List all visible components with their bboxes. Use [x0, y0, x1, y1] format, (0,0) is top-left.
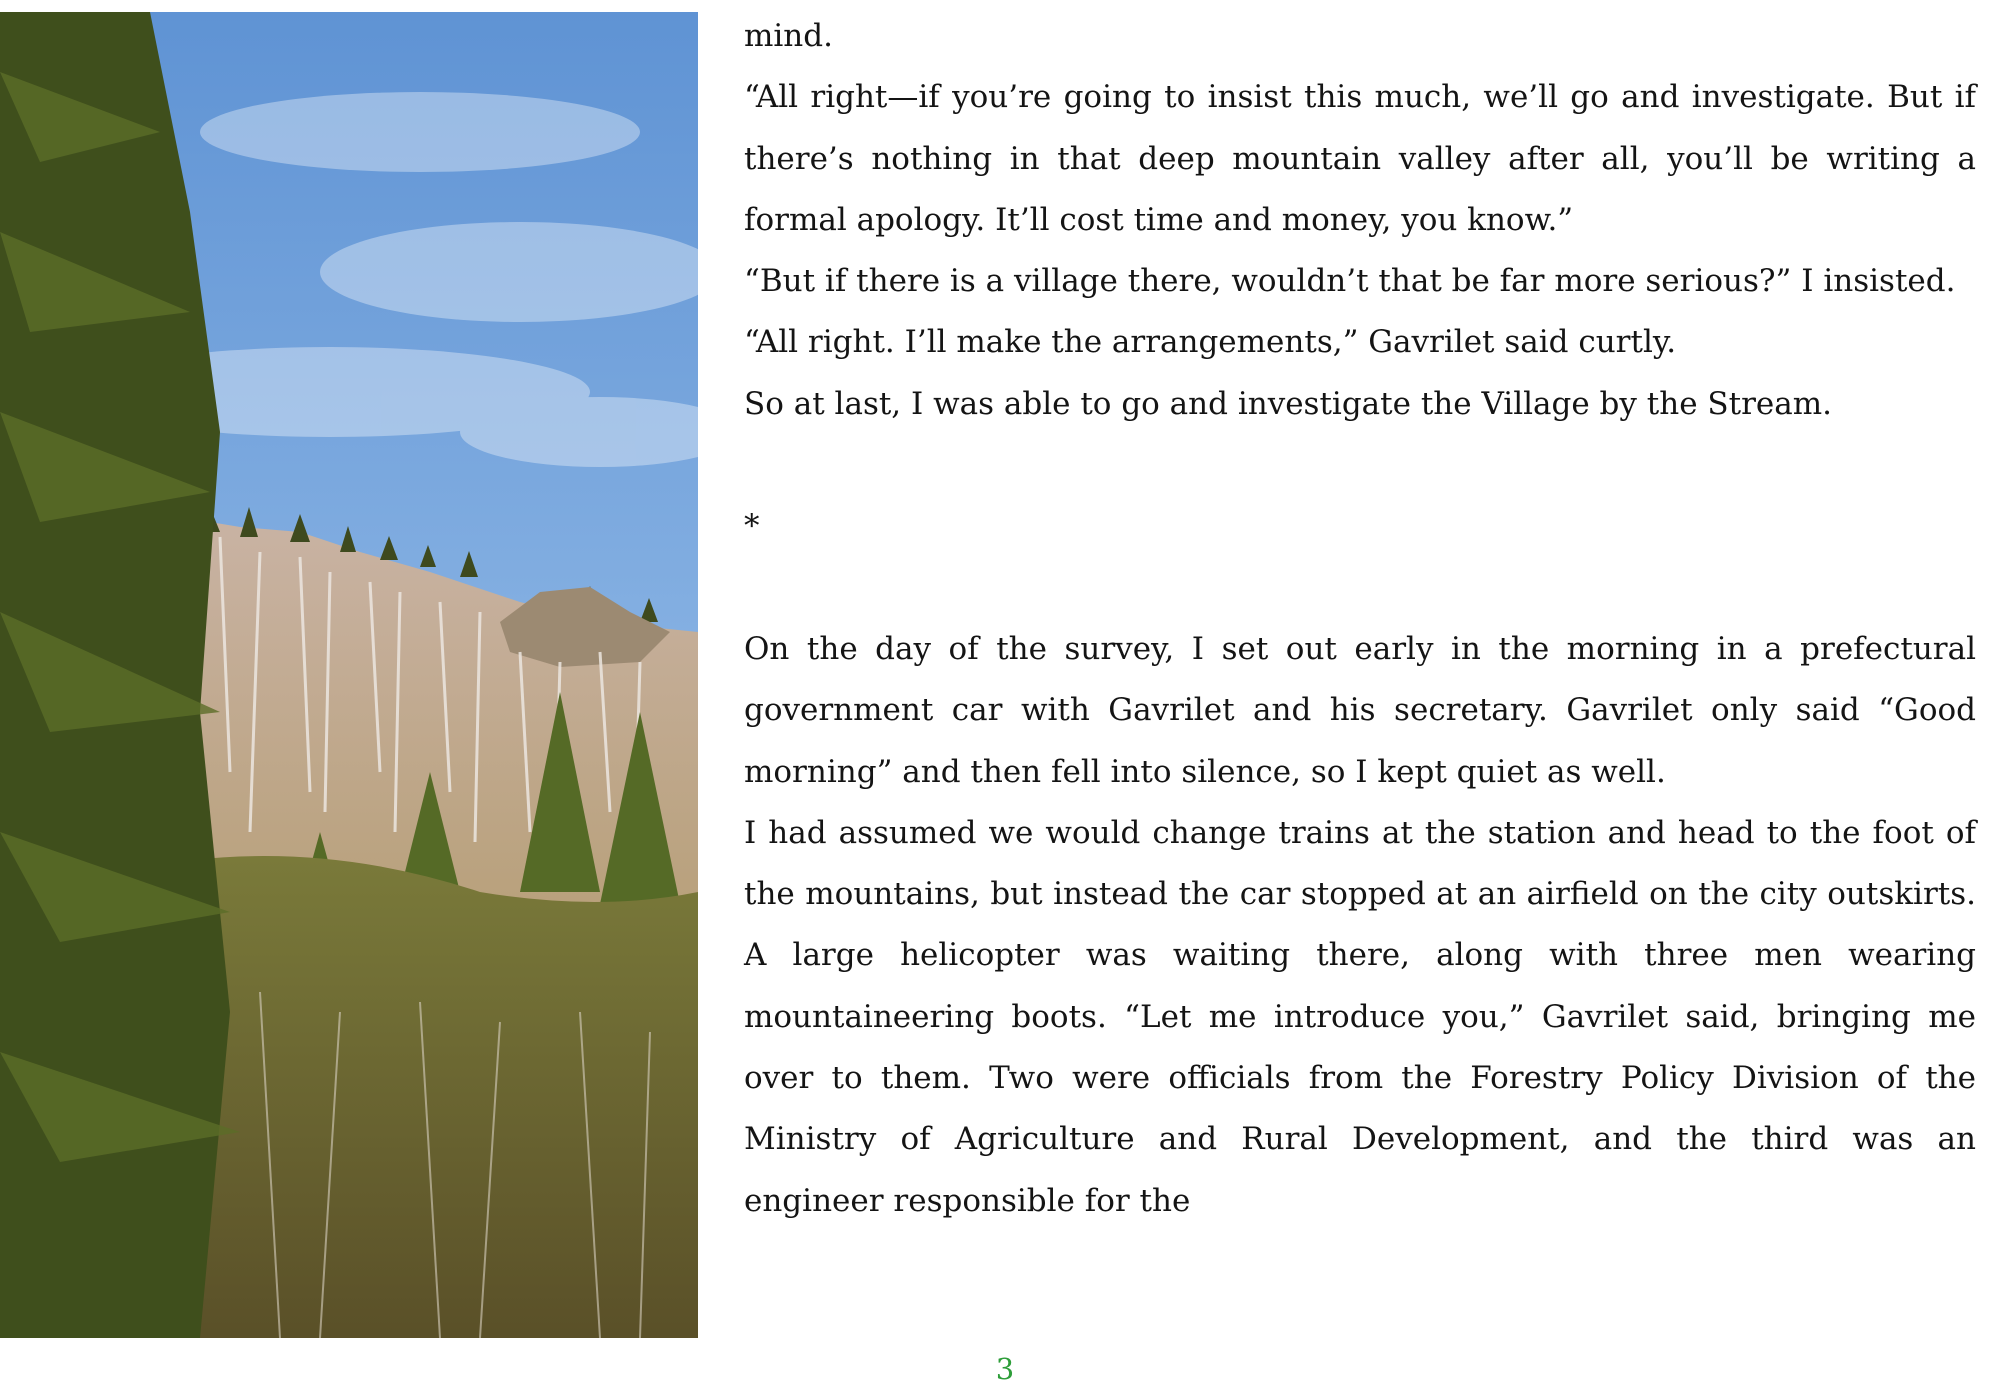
paragraph: So at last, I was able to go and investigate the Village by the Stream.: [744, 385, 1832, 422]
paragraph: mind.: [744, 18, 833, 54]
forest-photo: [0, 12, 698, 1338]
page-number: 3: [995, 1352, 1015, 1386]
paragraph: On the day of the survey, I set out early in the morning in a prefectural government car with Gavrilet and his secretary. Gavrilet only said “Good morning” and then fell into silence, so I kept quiet as well.: [744, 630, 1976, 790]
blank-line: [744, 435, 1976, 496]
body-text: [744, 6, 1976, 1232]
paragraph: “All right. I’ll make the arrangements,” Gavrilet said curtly.: [744, 324, 1677, 361]
paragraph: I had assumed we would change trains at the station and head to the foot of the mountains, but instead the car stopped at an airfield on the city outskirts. A large helicopter was waiting there, along with three men wearing mountaineering boots. “Let me introduce you,” Gavrilet said, bringing me over to them. Two were officials from the Forestry Policy Division of the Ministry of Agriculture and Rural Development, and the third was an engineer responsible for the: [744, 814, 1976, 1219]
paragraph: “All right—if you’re going to insist this much, we’ll go and investigate. But if there’s nothing in that deep mountain valley after all, you’ll be writing a formal apology. It’ll cost time and money, you know.”: [744, 79, 1976, 238]
paragraph: “But if there is a village there, wouldn’t that be far more serious?” I insisted.: [744, 263, 1956, 300]
section-break: *: [744, 508, 760, 545]
blank-line: [744, 558, 1976, 619]
